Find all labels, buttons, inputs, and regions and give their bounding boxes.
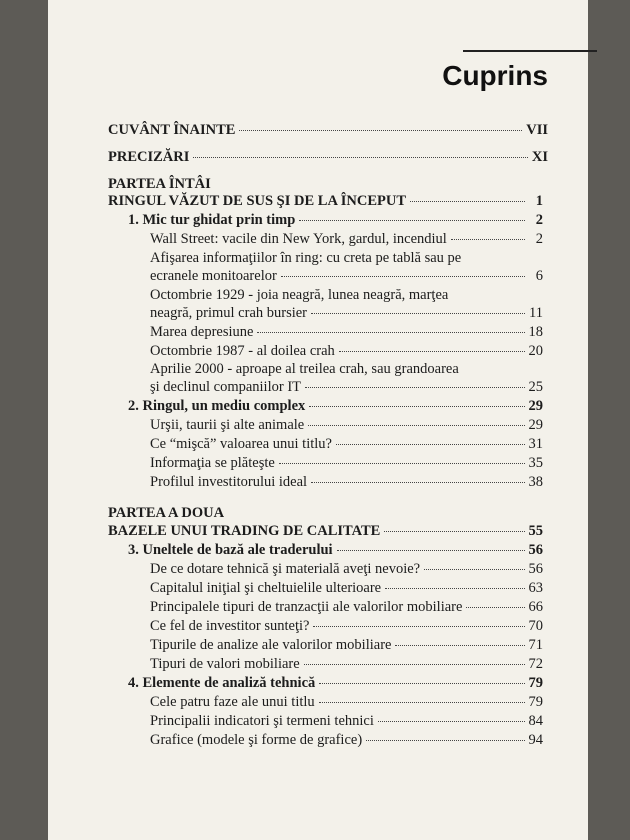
dot-leader xyxy=(308,425,524,426)
toc-page-number: 66 xyxy=(528,599,543,615)
toc-entry-label: RINGUL VĂZUT DE SUS ŞI DE LA ÎNCEPUT xyxy=(108,193,407,209)
toc-entry-label: Ce fel de investitor sunteţi? xyxy=(150,618,310,634)
dot-leader xyxy=(410,201,525,202)
toc-page-number: 29 xyxy=(528,398,543,414)
dot-leader xyxy=(304,664,525,665)
toc-entry xyxy=(150,580,543,597)
dot-leader xyxy=(466,607,524,608)
toc-page-number: 71 xyxy=(528,637,543,653)
dot-leader xyxy=(385,588,524,589)
toc-entry xyxy=(108,122,548,139)
toc-part-heading: PARTEA ÎNTÂI xyxy=(108,176,211,192)
toc-entry xyxy=(108,193,543,210)
dot-leader xyxy=(395,645,524,646)
toc-entry xyxy=(150,455,543,472)
toc-page-number: 2 xyxy=(535,212,543,228)
toc-page-number: 38 xyxy=(528,474,543,490)
toc-page-number: 70 xyxy=(528,618,543,634)
toc-entry xyxy=(150,324,543,341)
toc-page-number: 72 xyxy=(528,656,543,672)
toc-page-number: 2 xyxy=(535,231,543,247)
toc-entry xyxy=(128,675,543,692)
dot-leader xyxy=(309,406,524,407)
toc-page-number: 31 xyxy=(528,436,543,452)
book-page xyxy=(48,0,588,840)
toc-entry-label: Capitalul iniţial şi cheltuielile ulterioare xyxy=(150,580,382,596)
toc-entry xyxy=(150,732,543,749)
toc-entry-label: CUVÂNT ÎNAINTE xyxy=(108,122,236,138)
toc-page-number: 1 xyxy=(535,193,543,209)
toc-entry xyxy=(128,542,543,559)
toc-entry-label: ecranele monitoarelor xyxy=(150,268,277,284)
dot-leader xyxy=(319,702,525,703)
toc-entry-label: Grafice (modele şi forme de grafice) xyxy=(150,732,363,748)
dot-leader xyxy=(299,220,525,221)
toc-entry-label: BAZELE UNUI TRADING DE CALITATE xyxy=(108,523,381,539)
toc-entry-label: Marea depresiune xyxy=(150,324,254,340)
dot-leader xyxy=(339,351,525,352)
dot-leader xyxy=(239,130,522,131)
toc-page-number: 18 xyxy=(528,324,543,340)
toc-entry xyxy=(150,231,543,248)
toc-page-number: 79 xyxy=(528,694,543,710)
toc-part-heading: PARTEA A DOUA xyxy=(108,505,225,521)
toc-entry-label: Principalele tipuri de tranzacţii ale valorilor mobiliare xyxy=(150,599,463,615)
toc-entry xyxy=(108,523,543,540)
page-title: Cuprins xyxy=(442,60,548,91)
toc-entry-label: PRECIZĂRI xyxy=(108,149,190,165)
toc-entry-label: Wall Street: vacile din New York, gardul, incendiul xyxy=(150,231,447,247)
dot-leader xyxy=(366,740,524,741)
toc-entry-label: 1. Mic tur ghidat prin timp xyxy=(128,212,296,228)
toc-entry-label: Tipurile de analize ale valorilor mobiliare xyxy=(150,637,392,653)
toc-entry xyxy=(128,398,543,415)
dot-leader xyxy=(313,626,524,627)
toc-entry-label: De ce dotare tehnică şi materială aveţi nevoie? xyxy=(150,561,421,577)
dot-leader xyxy=(336,444,525,445)
dot-leader xyxy=(337,550,525,551)
dot-leader xyxy=(311,313,525,314)
dot-leader xyxy=(281,276,525,277)
toc-entry xyxy=(150,713,543,730)
toc-entry xyxy=(150,618,543,635)
toc-entry xyxy=(128,212,543,229)
toc-entry-label: Principalii indicatori şi termeni tehnici xyxy=(150,713,374,729)
toc-page-number: 35 xyxy=(528,455,543,471)
dot-leader xyxy=(305,387,524,388)
dot-leader xyxy=(451,239,525,240)
toc-entry-line: Aprilie 2000 - aproape al treilea crah, sau grandoarea xyxy=(150,361,459,377)
toc-page-number: 84 xyxy=(528,713,543,729)
toc-page-number: 25 xyxy=(528,379,543,395)
toc-entry xyxy=(150,561,543,578)
toc-page-number: 6 xyxy=(535,268,543,284)
toc-entry xyxy=(150,417,543,434)
dot-leader xyxy=(257,332,524,333)
toc-page-number: 20 xyxy=(528,343,543,359)
toc-entry-label: Urşii, taurii şi alte animale xyxy=(150,417,305,433)
toc-page-number: 63 xyxy=(528,580,543,596)
toc-entry-label: şi declinul companiilor IT xyxy=(150,379,302,395)
dot-leader xyxy=(279,463,525,464)
toc-page-number: VII xyxy=(526,122,548,138)
toc-entry xyxy=(150,379,543,396)
dot-leader xyxy=(319,683,524,684)
toc-entry-label: Tipuri de valori mobiliare xyxy=(150,656,300,672)
toc-entry xyxy=(150,305,543,322)
dot-leader xyxy=(384,531,524,532)
toc-entry xyxy=(150,268,543,285)
toc-entry-label: 2. Ringul, un mediu complex xyxy=(128,398,306,414)
toc-entry-label: Ce “mişcă” valoarea unui titlu? xyxy=(150,436,332,452)
toc-page-number: 79 xyxy=(528,675,543,691)
toc-entry xyxy=(150,599,543,616)
toc-entry xyxy=(150,343,543,360)
dot-leader xyxy=(193,157,528,158)
toc-entry-label: Profilul investitorului ideal xyxy=(150,474,308,490)
toc-page-number: 56 xyxy=(528,542,543,558)
toc-entry xyxy=(150,474,543,491)
toc-page-number: 94 xyxy=(528,732,543,748)
toc-page-number: 11 xyxy=(529,305,543,321)
toc-page-number: 29 xyxy=(528,417,543,433)
toc-page-number: 56 xyxy=(528,561,543,577)
toc-entry xyxy=(150,436,543,453)
toc-entry xyxy=(150,637,543,654)
toc-entry-label: Informaţia se plăteşte xyxy=(150,455,275,471)
toc-page-number: XI xyxy=(531,149,548,165)
table-of-contents xyxy=(48,0,588,840)
toc-entry-label: 3. Uneltele de bază ale traderului xyxy=(128,542,333,558)
toc-entry-line: Afişarea informaţiilor în ring: cu creta pe tablă sau pe xyxy=(150,250,462,266)
toc-entry xyxy=(150,656,543,673)
toc-entry xyxy=(150,694,543,711)
toc-page-number: 55 xyxy=(528,523,543,539)
toc-entry xyxy=(108,149,548,166)
toc-entry-label: neagră, primul crah bursier xyxy=(150,305,308,321)
toc-entry-label: 4. Elemente de analiză tehnică xyxy=(128,675,316,691)
dot-leader xyxy=(378,721,525,722)
dot-leader xyxy=(424,569,524,570)
toc-entry-label: Octombrie 1987 - al doilea crah xyxy=(150,343,335,359)
toc-entry-line: Octombrie 1929 - joia neagră, lunea neagră, marţea xyxy=(150,287,449,303)
dot-leader xyxy=(311,482,524,483)
toc-entry-label: Cele patru faze ale unui titlu xyxy=(150,694,315,710)
